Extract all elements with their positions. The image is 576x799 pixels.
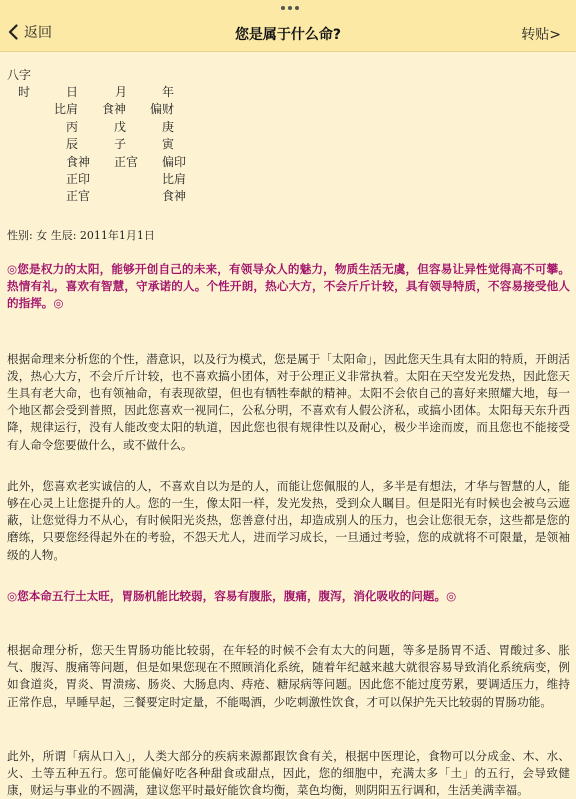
bazi-cell: 戊 [114, 120, 127, 134]
navigation-bar [0, 0, 576, 52]
bazi-title: 八字 [7, 68, 32, 82]
bazi-cell: 偏印 [162, 155, 187, 169]
article-content [7, 65, 570, 799]
page-title: 您是属于什么命? [234, 27, 342, 43]
repost-button[interactable]: 转贴> [521, 27, 561, 43]
bazi-cell: 庚 [162, 120, 175, 134]
bazi-cell: 正官 [66, 189, 91, 203]
highlight-paragraph: ◎您本命五行土太旺，胃肠机能比较弱，容易有腹胀，腹痛，腹泻，消化吸收的问题。◎ [7, 588, 457, 603]
bazi-table [7, 65, 570, 205]
bazi-header-year: 年 [162, 85, 175, 99]
bazi-cell: 正官 [114, 155, 139, 169]
window-grabber-icon[interactable] [281, 6, 299, 10]
body-paragraph: 根据命理分析，您天生胃肠功能比较弱，在年轻的时候不会有太大的问题，等多是肠胃不适、胃酸过多、胀气、腹泻、腹痛等问题，但是如果您现在不照顾消化系统，随着年纪越来越大就很容易导致消化系统病变，例如食道炎，胃炎、胃溃疡、肠炎、大肠息肉、痔疮、糖尿病等问题。因此您不能过度劳累，要调适压力，维持正常作息，早睡早起，三餐要定时定量，不能喝酒，少吃刺激性饮食，才可以保护先天比较弱的胃肠功能。 [7, 643, 570, 709]
birth-info: 性别: 女 生辰: 2011年1月1日 [7, 229, 155, 242]
bazi-header-hour: 时 [18, 85, 31, 99]
body-paragraph: 此外，所谓「病从口入」，人类大部分的疾病来源都跟饮食有关，根据中医理论，食物可以分成金、木、水、火、土等五种五行。您可能偏好吃各种甜食或甜点，因此，您的细胞中，充满太多「土」的五行，会导致健康，财运与事业的不圆满，建议您平时最好能饮食均衡，菜色均衡，则阴阳五行调和，生活美满幸福。 [7, 748, 570, 798]
bazi-cell: 辰 [66, 137, 79, 151]
back-label: 返回 [24, 25, 52, 41]
bazi-cell: 寅 [162, 137, 175, 151]
bazi-cell: 丙 [66, 120, 79, 134]
bazi-header-day: 日 [66, 85, 79, 99]
bazi-cell: 食神 [162, 189, 187, 203]
bazi-cell: 子 [114, 137, 127, 151]
bazi-cell: 偏财 [150, 102, 175, 116]
highlight-paragraph: ◎您是权力的太阳，能够开创自己的未来，有领导众人的魅力，物质生活无虞，但容易让异性觉得高不可攀。热情有礼，喜欢有智慧，守承诺的人。个性开朗，热心大方，不会斤斤计较，具有领导特质，不容易接受他人的指挥。◎ [7, 262, 570, 311]
body-paragraph: 此外，您喜欢老实诚信的人，不喜欢自以为是的人，而能让您佩服的人，多半是有想法，才华与智慧的人，能够在心灵上让您提升的人。您的一生，像太阳一样，发光发热，受到众人瞩目。但是阳光有时候也会被乌云遮蔽，让您觉得力不从心，有时候阳光炎热，您善意付出，却造成别人的压力，也会让您很无奈，这些都是您的磨练，只要您经得起外在的考验，不怨天尤人，进而学习成长，一旦通过考验，您的成就将不可限量，是领袖级的人物。 [7, 478, 570, 562]
bazi-cell: 食神 [102, 102, 127, 116]
bazi-cell: 食神 [66, 155, 91, 169]
bazi-header-month: 月 [115, 85, 128, 99]
bazi-cell: 正印 [66, 172, 91, 186]
bazi-cell: 比肩 [162, 172, 187, 186]
bazi-cell: 比肩 [54, 102, 79, 116]
body-paragraph: 根据命理来分析您的个性，潜意识，以及行为模式，您是属于「太阳命」，因此您天生具有太阳的特质，开朗活泼，热心大方，不会斤斤计较，也不喜欢搞小团体，对于公理正义非常执着。太阳在天空发光发热，因此您天生具有老大命，也有领袖命，有表现欲望，但也有牺牲奉献的精神。太阳不会依自己的喜好来照耀大地，每一个地区都会受到普照，因此您喜欢一视同仁，公私分明，不喜欢有人假公济私，或搞小团体。太阳每天东升西降，规律运行，没有人能改变太阳的轨道，因此您也很有规律性以及耐心，极少半途而废，而且您也不能接受有人命令您要做什么，或不做什么。 [7, 351, 570, 452]
